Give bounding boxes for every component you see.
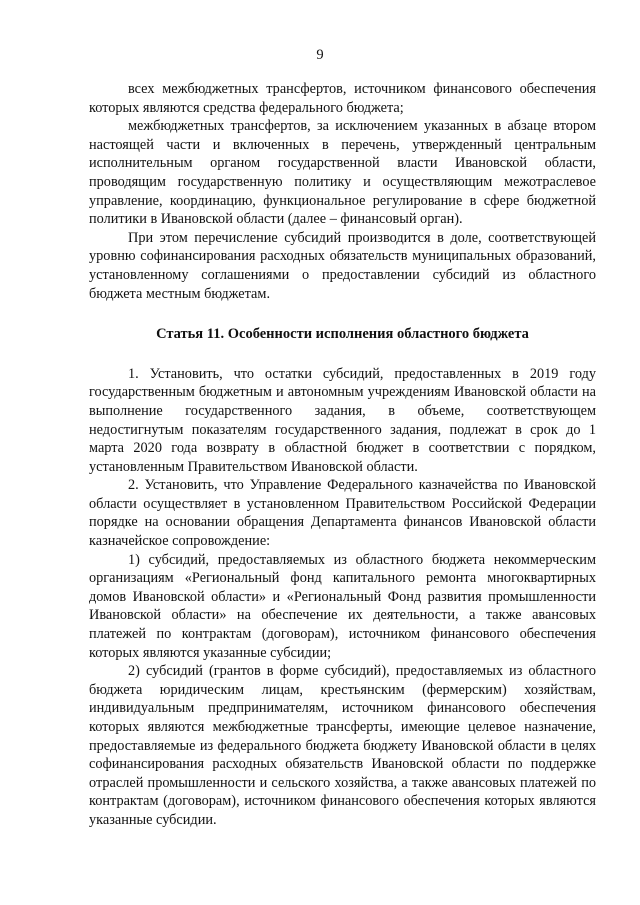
page-number: 9 xyxy=(316,47,324,63)
paragraph-subitem-2: 2) субсидий (грантов в форме субсидий), предоставляемых из областного бюджета юридическим лицам, крестьянским (фермерским) хозяйствам, индивидуальным предпринимателям, источником финансового обеспечения которых являются межбюджетные трансферты, имеющие целевое назначение, предоставляемые из федерального бюджета бюджету Ивановской области в целях софинансирования расходных обязательств Ивановской области по поддержке отраслей промышленности и сельского хозяйства, а также авансовых платежей по контрактам (договорам), источником финансового обеспечения которых являются указанные субсидии. xyxy=(89,663,596,828)
paragraph-transfers-except: межбюджетных трансфертов, за исключением указанных в абзаце втором настоящей части и включенных в перечень, утвержденный центральным исполнительным органом государственной власти Ивановской области, проводящим государственную политику и осуществляющим межотраслевое управление, координацию, функциональное регулирование в сфере бюджетной политики в Ивановской области (далее – финансовый орган). xyxy=(89,118,596,228)
paragraph-item-1: 1. Установить, что остатки субсидий, предоставленных в 2019 году государственным бюджетным и автономным учреждениям Ивановской области на выполнение государственного задания, в объеме, соответствующем недостигнутым показателям государственного задания, подлежат в срок до 1 марта 2020 года возврату в областной бюджет в соответствии с порядком, установленным Правительством Ивановской области. xyxy=(89,365,596,475)
article-heading: Статья 11. Особенности исполнения областного бюджета xyxy=(156,326,529,343)
paragraph-all-transfers: всех межбюджетных трансфертов, источником финансового обеспечения которых являются средства федерального бюджета; xyxy=(89,81,596,116)
paragraph-subitem-1: 1) субсидий, предоставляемых из областного бюджета некоммерческим организациям «Региональный фонд капитального ремонта многоквартирных домов Ивановской области» и «Региональный Фонд развития промышленности Ивановской области» на обеспечение их деятельности, а также авансовых платежей по контрактам (договорам), источником финансового обеспечения которых являются указанные субсидии; xyxy=(89,551,596,661)
paragraph-item-2: 2. Установить, что Управление Федерального казначейства по Ивановской области осуществляет в установленном Правительством Российской Федерации порядке на основании обращения Департамента финансов Ивановской области казначейское сопровождение: xyxy=(89,477,596,550)
paragraph-subsidy-transfer: При этом перечисление субсидий производится в доле, соответствующей уровню софинансирования расходных обязательств муниципальных образований, установленному соглашениями о предоставлении субсидий из областного бюджета местным бюджетам. xyxy=(89,229,596,302)
document-body xyxy=(89,80,596,830)
